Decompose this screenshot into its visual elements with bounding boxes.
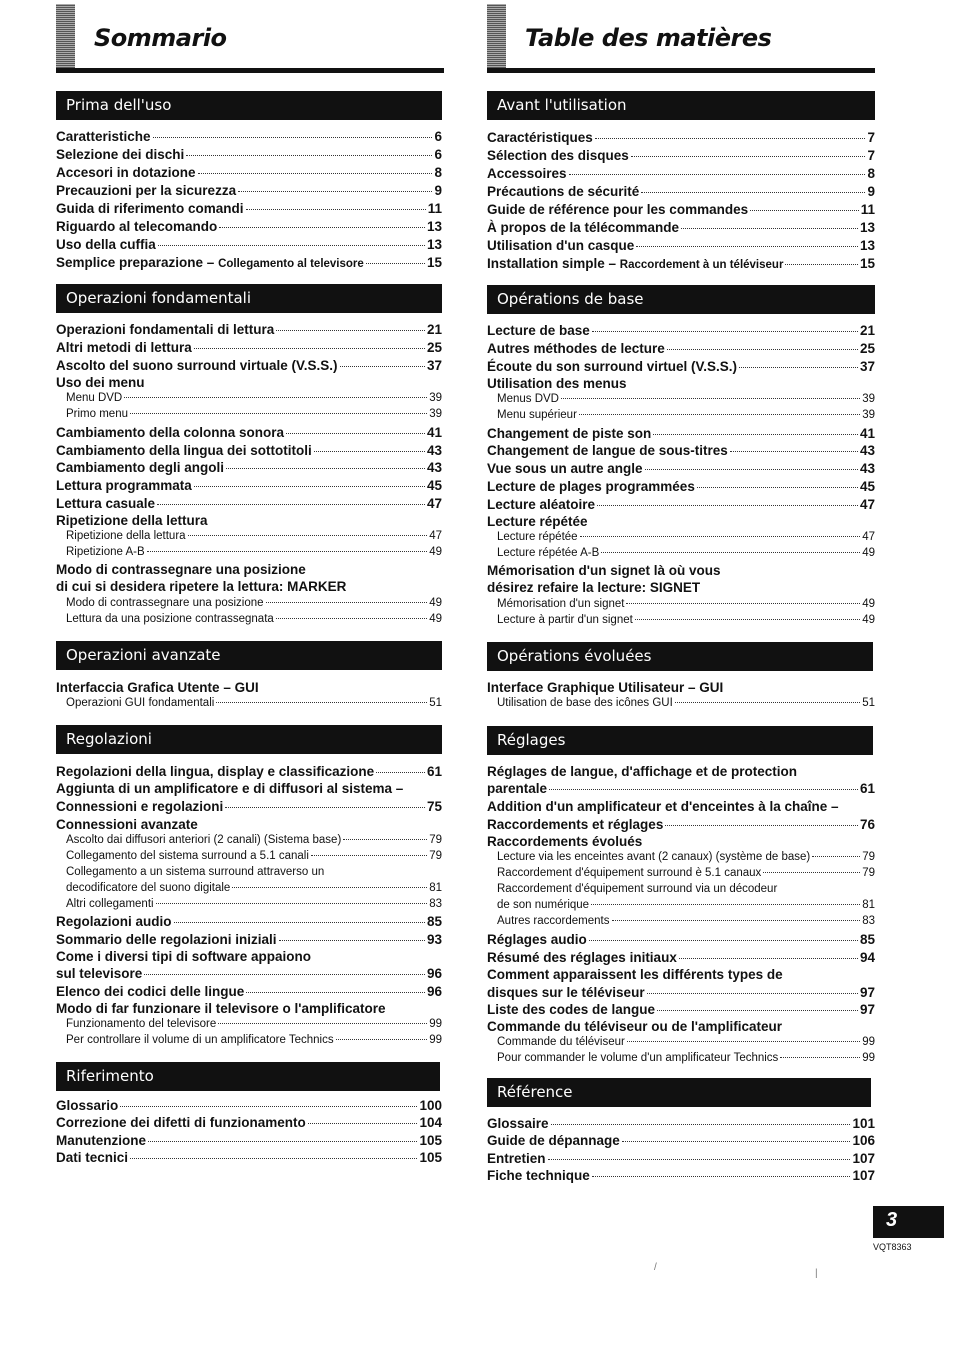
- toc-heading: Lecture répétée: [487, 514, 588, 529]
- toc-heading: Ripetizione della lettura: [56, 513, 208, 528]
- toc-subentry[interactable]: Menu supérieur 39: [497, 409, 875, 421]
- toc-entry[interactable]: Accesori in dotazione 8: [56, 165, 442, 180]
- toc-heading: Utilisation des menus: [487, 376, 627, 391]
- toc-entry[interactable]: Regolazioni della lingua, display e classificazione 61: [56, 764, 442, 779]
- toc-heading: désirez refaire la lecture: SIGNET: [487, 580, 701, 595]
- toc-entry[interactable]: Uso della cuffia 13: [56, 237, 442, 252]
- title-block: [56, 4, 442, 74]
- toc-heading: Aggiunta di un amplificatore e di diffusori al sistema –: [56, 781, 404, 796]
- toc-subentry[interactable]: Commande du téléviseur 99: [497, 1036, 875, 1048]
- toc-entry[interactable]: Sélection des disques 7: [487, 148, 875, 163]
- toc-subentry[interactable]: Lecture à partir d'un signet 49: [497, 614, 875, 626]
- toc-entry[interactable]: Manutenzione 105: [56, 1133, 442, 1148]
- toc-heading: Connessioni avanzate: [56, 817, 198, 832]
- toc-subentry[interactable]: Collegamento del sistema surround a 5.1 canali 79: [66, 850, 442, 862]
- toc-heading: Uso dei menu: [56, 375, 145, 390]
- title-rule: [56, 68, 444, 73]
- toc-heading: Comment apparaissent les différents types de: [487, 967, 783, 982]
- page-number: 3: [886, 1209, 898, 1231]
- toc-subentry[interactable]: Funzionamento del televisore 99: [66, 1018, 442, 1030]
- toc-entry[interactable]: Lettura programmata 45: [56, 478, 442, 493]
- page-number-box: [873, 1206, 944, 1238]
- toc-heading: Come i diversi tipi di software appaiono: [56, 949, 312, 964]
- scan-mark: /: [654, 1262, 657, 1273]
- toc-subentry[interactable]: Pour commander le volume d'un amplificateur Technics 99: [497, 1052, 875, 1064]
- toc-entry[interactable]: disques sur le téléviseur 97: [487, 985, 875, 1000]
- toc-subentry[interactable]: Menu DVD 39: [66, 392, 442, 404]
- toc-entry[interactable]: Guide de référence pour les commandes 11: [487, 202, 875, 217]
- title-block: [487, 4, 875, 74]
- page-title: Sommario: [94, 24, 227, 52]
- title-rule: [487, 68, 875, 73]
- toc-entry[interactable]: Changement de piste son 41: [487, 426, 875, 441]
- toc-entry[interactable]: Semplice preparazione – Collegamento al televisore 15: [56, 255, 442, 270]
- toc-entry[interactable]: Guide de dépannage 106: [487, 1133, 875, 1148]
- toc-subentry[interactable]: Operazioni GUI fondamentali 51: [66, 697, 442, 709]
- toc-entry[interactable]: Glossario 100: [56, 1098, 442, 1113]
- toc-subentry[interactable]: Altri collegamenti 83: [66, 898, 442, 910]
- toc-entry[interactable]: Vue sous un autre angle 43: [487, 461, 875, 476]
- toc-entry[interactable]: Utilisation d'un casque 13: [487, 238, 875, 253]
- toc-heading: Addition d'un amplificateur et d'enceintes à la chaîne –: [487, 799, 839, 814]
- toc-heading: di cui si desidera ripetere la lettura: MARKER: [56, 579, 347, 594]
- toc-entry[interactable]: Selezione dei dischi 6: [56, 147, 442, 162]
- toc-heading: Mémorisation d'un signet là où vous: [487, 563, 721, 578]
- toc-entry[interactable]: Caratteristiche 6: [56, 129, 442, 144]
- toc-subentry[interactable]: Ripetizione A-B 49: [66, 546, 442, 558]
- toc-entry[interactable]: Liste des codes de langue 97: [487, 1002, 875, 1017]
- toc-entry[interactable]: Cambiamento degli angoli 43: [56, 460, 442, 475]
- toc-entry[interactable]: Lecture de base 21: [487, 323, 875, 338]
- toc-entry[interactable]: Réglages audio 85: [487, 932, 875, 947]
- toc-entry[interactable]: Glossaire 101: [487, 1116, 875, 1131]
- toc-entry[interactable]: Lecture de plages programmées 45: [487, 479, 875, 494]
- toc-subentry[interactable]: decodificatore del suono digitale 81: [66, 882, 442, 894]
- toc-entry[interactable]: Regolazioni audio 85: [56, 914, 442, 929]
- section-header: Prima dell'uso: [56, 91, 442, 120]
- toc-entry[interactable]: Raccordements et réglages 76: [487, 817, 875, 832]
- toc-entry[interactable]: Installation simple – Raccordement à un téléviseur 15: [487, 256, 875, 271]
- toc-subentry[interactable]: Mémorisation d'un signet 49: [497, 598, 875, 610]
- toc-entry[interactable]: Cambiamento della lingua dei sottotitoli 43: [56, 443, 442, 458]
- document-code: VQT8363: [873, 1242, 912, 1252]
- toc-entry[interactable]: Guida di riferimento comandi 11: [56, 201, 442, 216]
- toc-entry[interactable]: Caractéristiques 7: [487, 130, 875, 145]
- toc-heading: Raccordements évolués: [487, 834, 643, 849]
- section-header: Riferimento: [56, 1062, 440, 1091]
- toc-entry[interactable]: Accessoires 8: [487, 166, 875, 181]
- toc-heading: Modo di far funzionare il televisore o l'amplificatore: [56, 1001, 386, 1016]
- toc-entry[interactable]: Elenco dei codici delle lingue 96: [56, 984, 442, 999]
- page-title: Table des matières: [525, 24, 772, 52]
- toc-entry[interactable]: À propos de la télécommande 13: [487, 220, 875, 235]
- toc-subentry[interactable]: Primo menu 39: [66, 408, 442, 420]
- toc-entry[interactable]: Autres méthodes de lecture 25: [487, 341, 875, 356]
- section-header: Operazioni avanzate: [56, 641, 442, 670]
- toc-subentry[interactable]: Lettura da una posizione contrassegnata 49: [66, 613, 442, 625]
- toc-entry[interactable]: Résumé des réglages initiaux 94: [487, 950, 875, 965]
- toc-subheading: Collegamento a un sistema surround attraverso un: [66, 866, 325, 878]
- toc-subentry[interactable]: Utilisation de base des icônes GUI 51: [497, 697, 875, 709]
- toc-subentry[interactable]: Autres raccordements 83: [497, 915, 875, 927]
- toc-entry[interactable]: Précautions de sécurité 9: [487, 184, 875, 199]
- toc-subentry[interactable]: Lecture via les enceintes avant (2 canaux) (système de base) 79: [497, 851, 875, 863]
- toc-entry[interactable]: Precauzioni per la sicurezza 9: [56, 183, 442, 198]
- toc-subentry[interactable]: de son numérique 81: [497, 899, 875, 911]
- toc-subentry[interactable]: Lecture répétée 47: [497, 531, 875, 543]
- toc-entry[interactable]: Connessioni e regolazioni 75: [56, 799, 442, 814]
- section-header: Opérations de base: [487, 285, 875, 314]
- toc-entry[interactable]: Sommario delle regolazioni iniziali 93: [56, 932, 442, 947]
- section-header: Operazioni fondamentali: [56, 284, 442, 313]
- toc-subentry[interactable]: Modo di contrassegnare una posizione 49: [66, 597, 442, 609]
- section-header: Opérations évoluées: [487, 642, 873, 671]
- toc-subentry[interactable]: Ascolto dai diffusori anteriori (2 canali) (Sistema base) 79: [66, 834, 442, 846]
- toc-entry[interactable]: Altri metodi di lettura 25: [56, 340, 442, 355]
- toc-subentry[interactable]: Ripetizione della lettura 47: [66, 530, 442, 542]
- toc-entry[interactable]: Dati tecnici 105: [56, 1150, 442, 1165]
- toc-entry[interactable]: Lecture aléatoire 47: [487, 497, 875, 512]
- toc-subheading: Raccordement d'équipement surround via un décodeur: [497, 883, 778, 895]
- toc-entry[interactable]: Changement de langue de sous-titres 43: [487, 443, 875, 458]
- toc-column-french: [487, 0, 875, 1200]
- toc-entry[interactable]: Ascolto del suono surround virtuale (V.S.S.) 37: [56, 358, 442, 373]
- toc-heading: Réglages de langue, d'affichage et de protection: [487, 764, 798, 779]
- section-header: Regolazioni: [56, 725, 442, 754]
- toc-heading: Interface Graphique Utilisateur – GUI: [487, 680, 724, 695]
- toc-heading: Commande du téléviseur ou de l'amplificateur: [487, 1019, 783, 1034]
- toc-entry[interactable]: Operazioni fondamentali di lettura 21: [56, 322, 442, 337]
- scan-mark: |: [815, 1268, 818, 1279]
- title-marker: [487, 4, 506, 72]
- toc-subentry[interactable]: Raccordement d'équipement surround è 5.1 canaux 79: [497, 867, 875, 879]
- toc-entry[interactable]: Entretien 107: [487, 1151, 875, 1166]
- toc-entry[interactable]: parentale 61: [487, 781, 875, 796]
- toc-entry[interactable]: Fiche technique 107: [487, 1168, 875, 1183]
- toc-column-italian: [56, 0, 442, 1200]
- section-header: Avant l'utilisation: [487, 91, 875, 120]
- section-header: Réglages: [487, 726, 873, 755]
- section-header: Référence: [487, 1078, 871, 1107]
- toc-subentry[interactable]: Per controllare il volume di un amplificatore Technics 99: [66, 1034, 442, 1046]
- toc-subentry[interactable]: Lecture répétée A-B 49: [497, 547, 875, 559]
- title-marker: [56, 4, 75, 72]
- toc-entry[interactable]: sul televisore 96: [56, 966, 442, 981]
- toc-entry[interactable]: Correzione dei difetti di funzionamento 104: [56, 1115, 442, 1130]
- toc-entry[interactable]: Lettura casuale 47: [56, 496, 442, 511]
- toc-heading: Modo di contrassegnare una posizione: [56, 562, 306, 577]
- toc-subentry[interactable]: Menus DVD 39: [497, 393, 875, 405]
- toc-entry[interactable]: Écoute du son surround virtuel (V.S.S.) 37: [487, 359, 875, 374]
- toc-entry[interactable]: Riguardo al telecomando 13: [56, 219, 442, 234]
- toc-entry[interactable]: Cambiamento della colonna sonora 41: [56, 425, 442, 440]
- toc-heading: Interfaccia Grafica Utente – GUI: [56, 680, 259, 695]
